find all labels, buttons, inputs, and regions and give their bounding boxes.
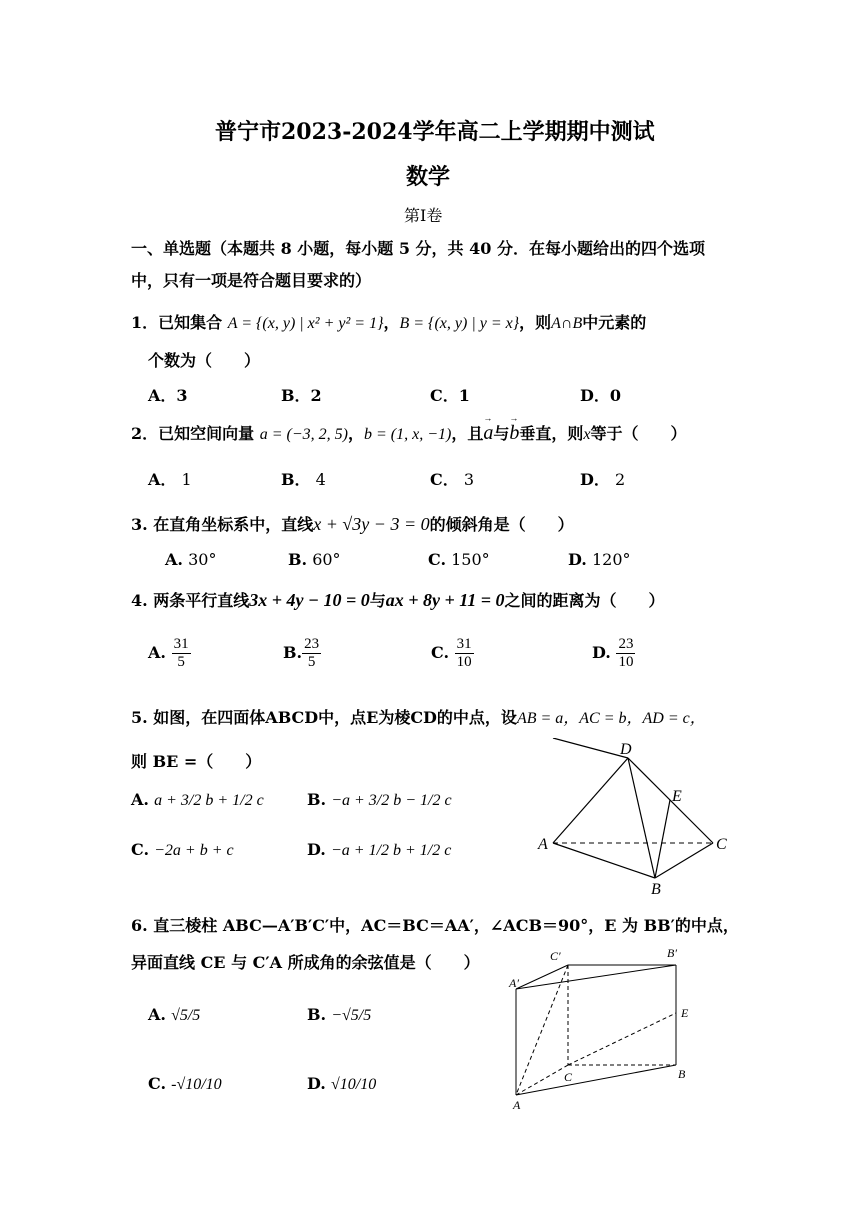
set-b: B = {(x, y) | y = x}	[399, 315, 520, 332]
question-2-stem: 2．已知空间向量 a = (−3, 2, 5)，b = (1, x, −1)，且→ a与→ b垂直，则x等于（ ）	[131, 421, 687, 445]
q6-option-b: B. −√5/5	[307, 1005, 372, 1024]
question-5-stem-line2: 则 BE =（ ）	[131, 752, 262, 771]
q4-option-d: D. $\frac{23}{10}$	[592, 636, 634, 670]
q1-option-a: A．3	[148, 386, 188, 405]
question-6-stem-line2: 异面直线 CE 与 C′A 所成角的余弦值是（ ）	[131, 953, 480, 972]
question-1-number: 1．	[131, 313, 159, 332]
set-a: A = {(x, y) | x² + y² = 1}	[227, 315, 384, 332]
q4-option-b: B. $\frac{23}{5}$	[283, 636, 320, 670]
q2-option-a: A． 1	[148, 470, 192, 489]
question-5-stem: 5. 如图，在四面体ABCD中，点E为棱CD的中点，设AB = a，AC = b，AD = c，	[131, 708, 706, 727]
question-1-stem: 1．已知集合 A = {(x, y) | x² + y² = 1}，B = {(x, y) | y = x}，则A∩B中元素的	[131, 313, 647, 332]
q3-option-d: D. 120°	[568, 550, 631, 569]
line-equation: x + √3y − 3 = 0	[313, 514, 430, 534]
question-4-stem: 4. 两条平行直线3x + 4y − 10 = 0与ax + 8y + 11 = 0之间的距离为（ ）	[131, 590, 665, 610]
vertex-e-label: E	[672, 788, 682, 805]
q2-option-c: C． 3	[430, 470, 475, 489]
vertex-b-label-prism: B	[678, 1067, 686, 1081]
q6-option-c: C. -√10/10	[148, 1074, 222, 1093]
q5-option-a: A. a + 3/2 b + 1/2 c	[131, 790, 264, 809]
intersection: A∩B	[551, 315, 583, 332]
q1-option-c: C．1	[430, 386, 470, 405]
vector-a-def: a = (−3, 2, 5)	[259, 426, 348, 443]
q6-option-a: A. √5/5	[148, 1005, 201, 1024]
q3-option-b: B. 60°	[288, 550, 341, 569]
q1-option-d: D．0	[580, 386, 622, 405]
section-heading-line1: 一、单选题（本题共 8 小题，每小题 5 分，共 40 分．在每小题给出的四个选项	[131, 239, 705, 258]
q3-option-a: A. 30°	[165, 550, 217, 569]
vector-b-def: b = (1, x, −1)	[364, 426, 452, 443]
question-1-stem-line2: 个数为（ ）	[148, 351, 261, 370]
question-3-stem: 3. 在直角坐标系中，直线x + √3y − 3 = 0的倾斜角是（ ）	[131, 514, 574, 534]
vertex-c-prime-label: C′	[550, 949, 561, 963]
vertex-c-label-prism: C	[564, 1070, 573, 1084]
section-heading-line2: 中，只有一项是符合题目要求的）	[131, 271, 372, 290]
q5-vectors: AB = a，AC = b，AD = c，	[516, 710, 706, 727]
q1-option-b: B．2	[281, 386, 322, 405]
q2-option-d: D． 2	[580, 470, 626, 489]
vertex-a-prime-label: A′	[509, 976, 519, 990]
vertex-d-label: D	[620, 741, 632, 758]
q4-option-a: A. $\frac{31}{5}$	[148, 636, 189, 670]
line-1: 3x + 4y − 10 = 0	[249, 590, 370, 610]
prism-figure	[500, 945, 710, 1115]
question-6-stem: 6. 直三棱柱 ABC—A′B′C′中，AC＝BC＝AA′，∠ACB＝90°，E 为 BB′的中点，	[131, 916, 739, 935]
q6-option-d: D. √10/10	[307, 1074, 377, 1093]
vertex-b-prime-label: B′	[667, 946, 677, 960]
vertex-c-label: C	[716, 836, 727, 853]
q5-option-b: B. −a + 3/2 b − 1/2 c	[307, 790, 452, 809]
vertex-a-label-prism: A	[513, 1098, 521, 1112]
q3-option-c: C. 150°	[428, 550, 490, 569]
point-e-label: E	[681, 1006, 689, 1020]
line-2: ax + 8y + 11 = 0	[385, 590, 505, 610]
q5-option-d: D. −a + 1/2 b + 1/2 c	[307, 840, 452, 859]
q2-option-b: B． 4	[281, 470, 326, 489]
vertex-a-label: A	[538, 836, 548, 853]
volume-label: 第Ⅰ卷	[404, 206, 443, 225]
tetrahedron-figure	[530, 738, 740, 898]
exam-title: 普宁市2023-2024学年高二上学期期中测试	[215, 119, 655, 145]
subject-title: 数学	[406, 164, 451, 190]
q4-option-c: C. $\frac{31}{10}$	[431, 636, 472, 670]
vertex-b-label: B	[651, 881, 661, 898]
q5-option-c: C. −2a + b + c	[131, 840, 234, 859]
